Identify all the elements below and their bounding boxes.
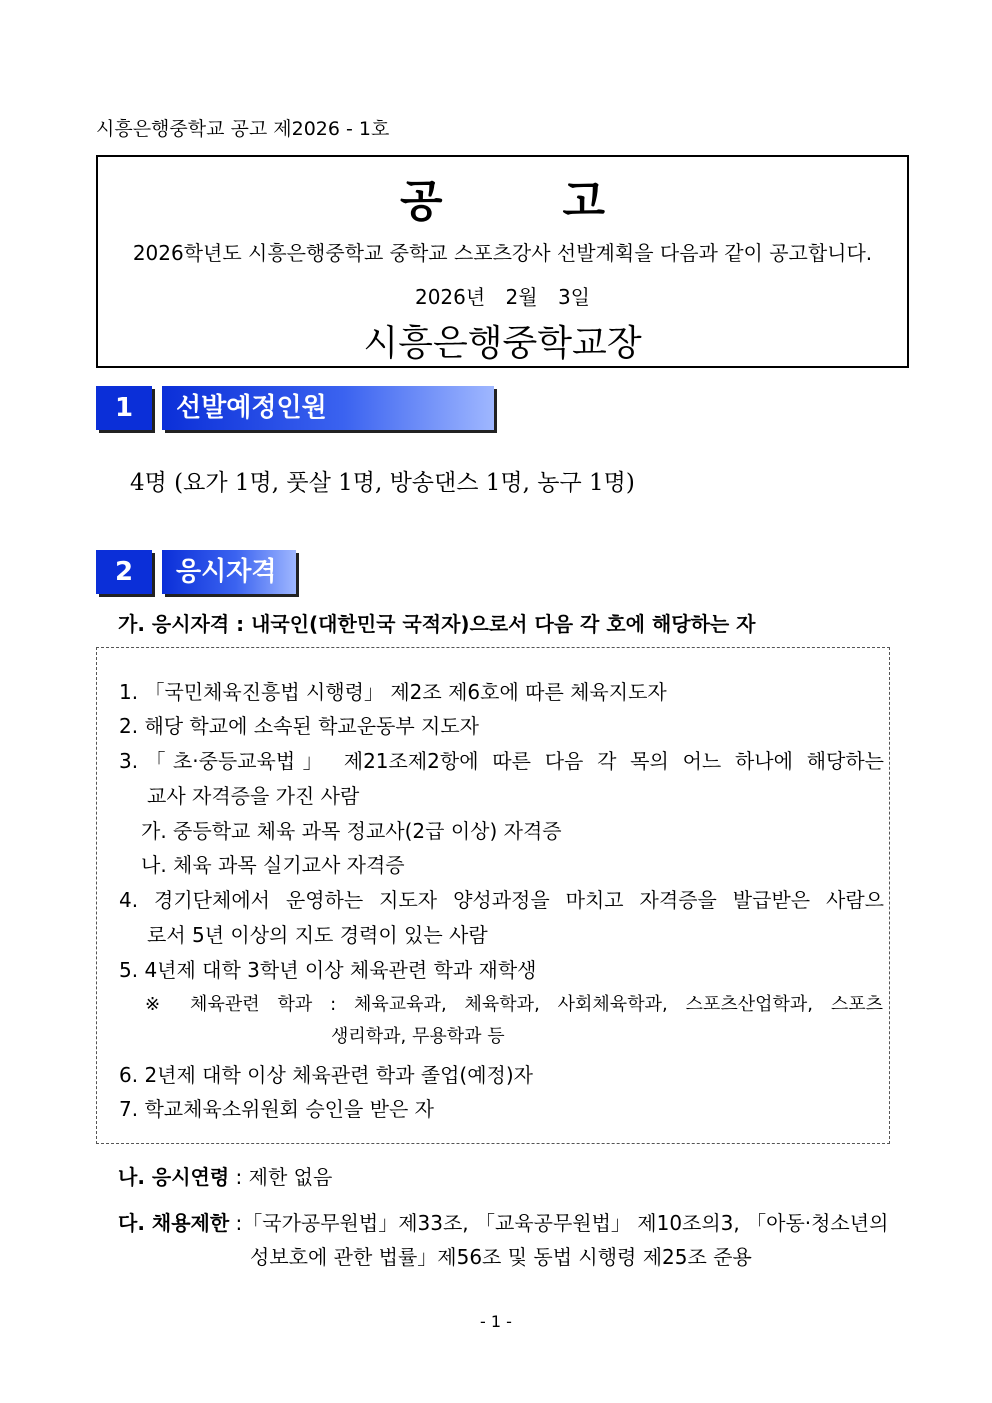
qualification-heading: 가. 응시자격 : 내국인(대한민국 국적자)으로서 다음 각 호에 해당하는 자	[118, 612, 756, 636]
restriction-value-line2: 성보호에 관한 법률」제56조 및 동법 시행령 제25조 준용	[250, 1245, 752, 1269]
section-1-title: 선발예정인원	[162, 386, 494, 430]
qualification-item-5: 5. 4년제 대학 3학년 이상 체육관련 학과 재학생	[119, 958, 537, 982]
employment-restriction	[118, 1207, 888, 1236]
document-number: 시흥은행중학교 공고 제2026 - 1호	[96, 118, 390, 140]
age-label: 나. 응시연령	[118, 1165, 230, 1189]
qualification-note: ※ 체육관련 학과 : 체육교육과, 체육학과, 사회체육학과, 스포츠산업학과, 스포츠	[145, 994, 883, 1015]
notice-signer: 시흥은행중학교장	[363, 323, 642, 364]
qualification-item-7: 7. 학교체육소위원회 승인을 받은 자	[119, 1097, 434, 1121]
qualification-item-3: 3.「초·중등교육법」 제21조제2항에 따른 다음 각 목의 어느 하나에 해당하는	[119, 749, 884, 773]
restriction-value-line1: :「국가공무원법」제33조, 「교육공무원법」 제10조의3, 「아동·청소년의	[235, 1211, 889, 1235]
qualification-item-4-cont: 로서 5년 이상의 지도 경력이 있는 사람	[147, 923, 488, 947]
qualification-item-2: 2. 해당 학교에 소속된 학교운동부 지도자	[119, 714, 479, 738]
qualification-subitem-na: 나. 체육 과목 실기교사 자격증	[141, 853, 405, 877]
qualification-note-cont: 생리학과, 무용학과 등	[331, 1026, 505, 1047]
age-value: : 제한 없음	[235, 1165, 333, 1189]
section-1-content: 4명 (요가 1명, 풋살 1명, 방송댄스 1명, 농구 1명)	[130, 470, 635, 496]
notice-body: 2026학년도 시흥은행중학교 중학교 스포츠강사 선발계획을 다음과 같이 공고합니다.	[132, 241, 873, 265]
qualification-subitem-ga: 가. 중등학교 체육 과목 정교사(2급 이상) 자격증	[141, 819, 562, 843]
section-2-number: 2	[96, 550, 152, 594]
qualification-box	[96, 647, 890, 1144]
section-2-title: 응시자격	[162, 550, 296, 594]
qualification-item-3-cont: 교사 자격증을 가진 사람	[147, 784, 360, 808]
age-requirement	[118, 1161, 332, 1190]
restriction-label: 다. 채용제한	[118, 1211, 230, 1235]
notice-box	[96, 155, 909, 368]
page-number: - 1 -	[480, 1312, 512, 1331]
notice-date: 2026년 2월 3일	[414, 285, 591, 309]
qualification-item-4: 4. 경기단체에서 운영하는 지도자 양성과정을 마치고 자격증을 발급받은 사람으	[119, 888, 884, 912]
section-1-number: 1	[96, 386, 152, 430]
notice-title: 공고	[399, 176, 725, 227]
qualification-item-6: 6. 2년제 대학 이상 체육관련 학과 졸업(예정)자	[119, 1063, 533, 1087]
qualification-item-1: 1. 「국민체육진흥법 시행령」 제2조 제6호에 따른 체육지도자	[119, 680, 667, 704]
